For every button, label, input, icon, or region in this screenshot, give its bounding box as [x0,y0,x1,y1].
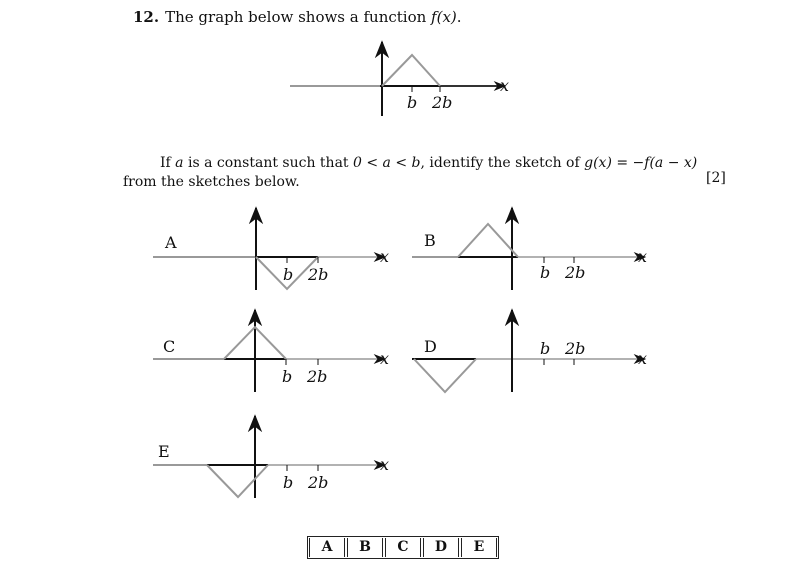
instruction-line-2: from the sketches below. [123,174,300,190]
option-d-tick-b: b [540,339,551,358]
stem-suffix: . [456,8,462,26]
option-c-label: C [163,337,176,356]
option-b-graph [412,208,647,290]
stem-text: The graph below shows a function [165,8,432,26]
answer-box-a[interactable]: A [309,538,345,557]
stem-function: f(x) [431,8,457,26]
option-d-graph [412,310,647,392]
answer-box-c[interactable]: C [385,538,421,557]
option-e-tick-2b: 2b [308,473,329,492]
option-c-graph [153,310,389,392]
option-a-tick-b: b [283,265,294,284]
option-b-label: B [424,231,436,250]
x-axis-label: x [500,76,510,95]
option-c-x-label: x [380,349,390,368]
line1-expression: g(x) = −f(a − x) [584,155,698,171]
answer-box-e[interactable]: E [461,538,497,557]
option-c-tick-2b: 2b [307,367,328,386]
option-d-label: D [424,337,437,356]
marks-label: [2] [706,170,726,186]
option-d-x-label: x [638,349,648,368]
tick-label-b: b [407,93,418,112]
option-e-graph [153,416,389,498]
line1-var: a [175,155,184,171]
tick-label-2b: 2b [432,93,453,112]
line1-a: If [160,155,176,171]
option-a-tick-2b: 2b [308,265,329,284]
option-e-label: E [158,442,170,461]
option-a-x-label: x [380,247,390,266]
option-b-x-label: x [638,247,648,266]
option-d-tick-2b: 2b [565,339,586,358]
option-d-curve [414,359,476,392]
answer-box-b[interactable]: B [347,538,383,557]
option-a-graph [153,208,389,290]
option-e-curve [207,465,268,497]
question-number: 12. [133,8,160,26]
option-e-tick-b: b [283,473,294,492]
answer-box-row [307,536,499,559]
option-a-label: A [165,233,177,252]
line1-b: is a constant such that [183,155,354,171]
triangle-curve [382,55,440,86]
option-e-x-label: x [380,455,390,474]
option-b-tick-b: b [540,263,551,282]
option-c-tick-b: b [282,367,293,386]
main-graph [290,42,509,116]
line1-c: , identify the sketch of [420,155,585,171]
option-b-curve [458,224,518,257]
option-b-tick-2b: 2b [565,263,586,282]
answer-box-d[interactable]: D [423,538,459,557]
line1-condition: 0 < a < b [353,155,421,171]
